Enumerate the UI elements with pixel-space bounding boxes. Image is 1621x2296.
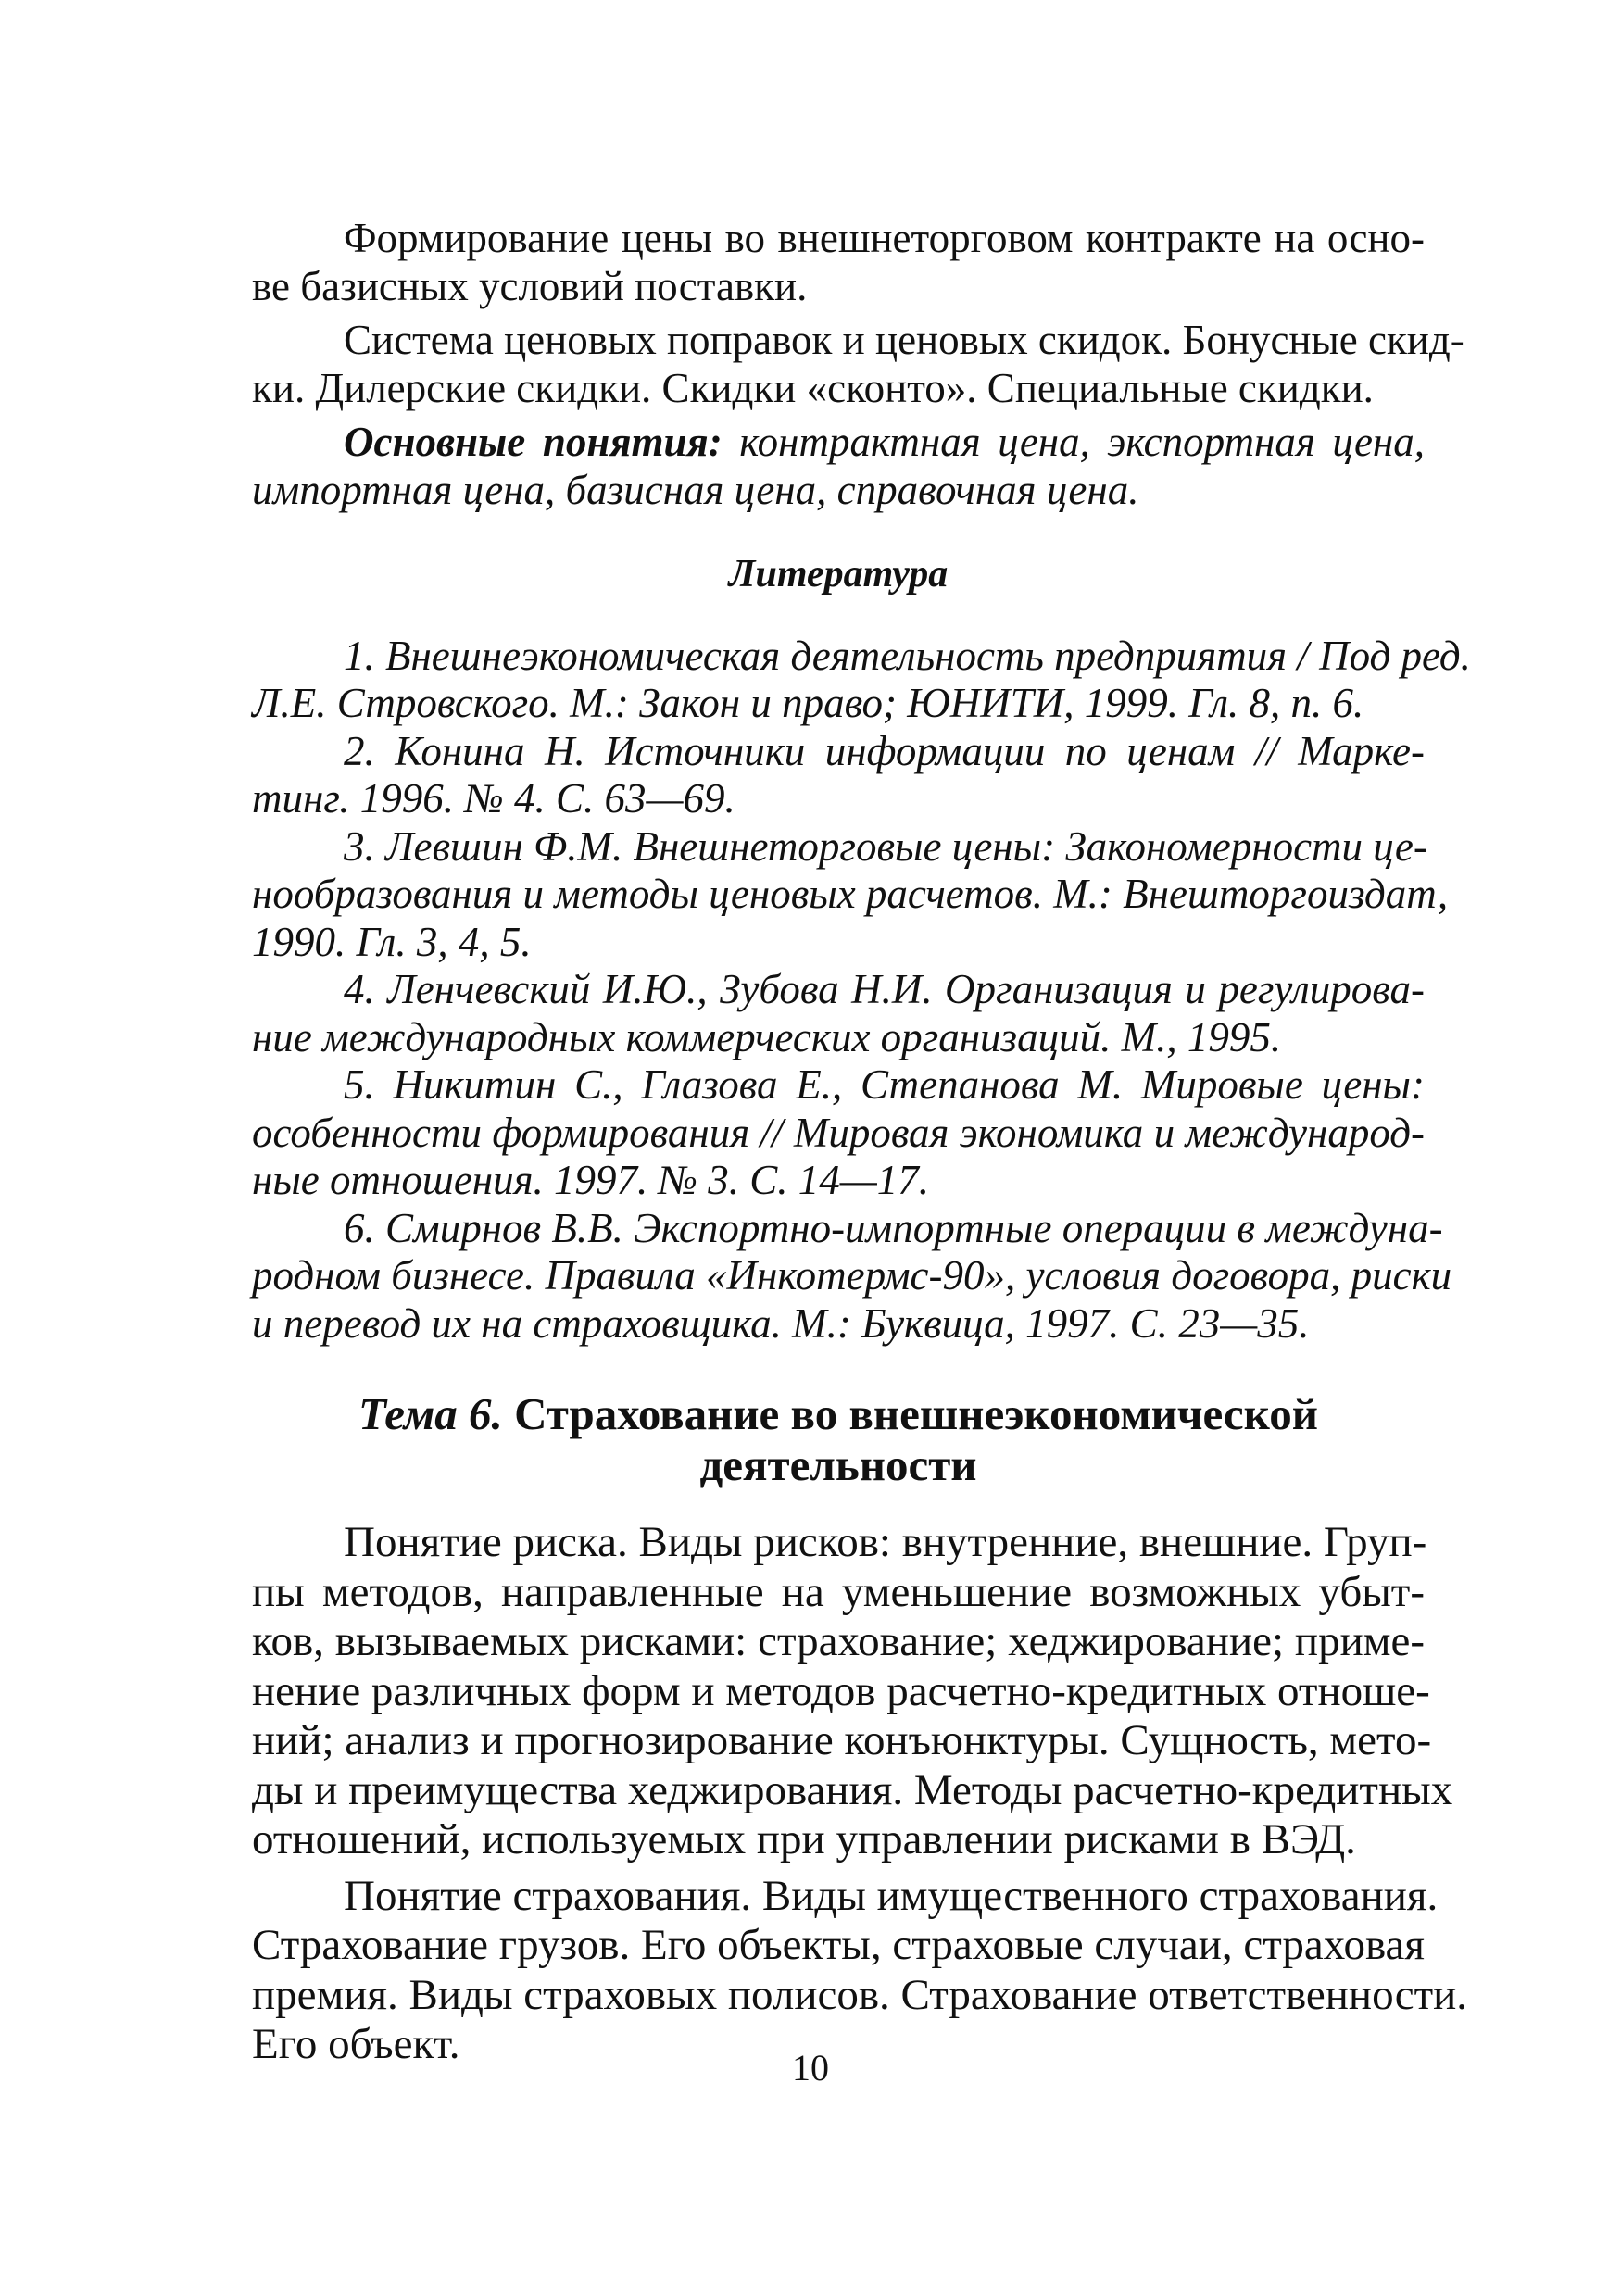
concepts-label: Основные понятия:: [344, 419, 723, 465]
intro-p2-line2: ки. Дилерские скидки. Скидки «сконто». Специальные скидки.: [252, 364, 1374, 411]
literature-item: [252, 632, 1471, 728]
literature-item: [252, 1204, 1452, 1349]
topic-label: Тема 6.: [358, 1388, 503, 1439]
topic-paragraph-2: [252, 1871, 1468, 2070]
literature-item-line: особенности формирования // Мировая экономика и международ-: [252, 1109, 1425, 1156]
paragraph-line: Страхование грузов. Его объекты, страховые случаи, страховая: [252, 1921, 1425, 1969]
topic-paragraph-1: [252, 1518, 1453, 1865]
literature-item-line: 3. Левшин Ф.М. Внешнеторговые цены: Закономерности це-: [344, 822, 1427, 870]
literature-item-line: 1990. Гл. 3, 4, 5.: [252, 918, 532, 965]
intro-p2-line1: Система ценовых поправок и ценовых скидок. Бонусные скид-: [344, 317, 1464, 363]
concepts-line1: [252, 419, 1425, 467]
literature-list: [252, 632, 1471, 1349]
literature-heading: Литература: [728, 553, 949, 596]
literature-item-line: родном бизнесе. Правила «Инкотермс-90», условия договора, риски: [252, 1252, 1452, 1299]
topic-heading: [252, 1388, 1425, 1490]
literature-item-line: нообразования и методы ценовых расчетов. М.: Внешторгоиздат,: [252, 871, 1449, 917]
concepts-text1: контрактная цена, экспортная цена,: [739, 419, 1425, 465]
topic-title-line1: [252, 1388, 1425, 1439]
literature-item: [252, 822, 1449, 967]
literature-item-line: и перевод их на страховщика. М.: Буквица, 1997. С. 23—35.: [252, 1299, 1310, 1347]
topic-title-line2: деятельности: [699, 1439, 977, 1490]
paragraph-line: ний; анализ и прогнозирование конъюнктуры. Сущность, мето-: [252, 1716, 1432, 1764]
literature-item-line: тинг. 1996. № 4. С. 63—69.: [252, 775, 735, 822]
literature-item-line: 5. Никитин С., Глазова Е., Степанова М. Мировые цены:: [344, 1061, 1425, 1108]
literature-item: [252, 1061, 1425, 1205]
intro-p1-line2: ве базисных условий поставки.: [252, 262, 808, 309]
paragraph-line: премия. Виды страховых полисов. Страхование ответственности.: [252, 1970, 1468, 2019]
paragraph-line: Понятие страхования. Виды имущественного страхования.: [344, 1871, 1439, 1920]
paragraph-line: ков, вызываемых рисками: страхование; хеджирование; приме-: [252, 1617, 1425, 1665]
intro-p1-line1: Формирование цены во внешнеторговом контракте на осно-: [344, 215, 1425, 261]
paragraph-line: пы методов, направленные на уменьшение возможных убыт-: [252, 1567, 1425, 1616]
literature-item-line: 6. Смирнов В.В. Экспортно-импортные операции в междуна-: [344, 1204, 1443, 1251]
literature-item: [252, 966, 1425, 1061]
paragraph-line: Его объект.: [252, 2020, 460, 2068]
literature-item-line: 4. Ленчевский И.Ю., Зубова Н.И. Организация и регулирова-: [344, 966, 1425, 1012]
intro-section: [252, 215, 1471, 2070]
page-number: 10: [792, 2047, 829, 2089]
literature-item-line: 1. Внешнеэкономическая деятельность предприятия / Под ред.: [344, 632, 1471, 679]
literature-item-line: ние международных коммерческих организаций. М., 1995.: [252, 1013, 1282, 1060]
topic-title-text: Страхование во внешнеэкономической: [514, 1388, 1318, 1439]
literature-item: [252, 728, 1425, 823]
literature-item-line: 2. Конина Н. Источники информации по ценам // Марке-: [344, 727, 1425, 774]
paragraph-line: нение различных форм и методов расчетно-кредитных отноше-: [252, 1666, 1430, 1715]
concepts-line2: импортная цена, базисная цена, справочная цена.: [252, 466, 1139, 513]
literature-item-line: Л.Е. Стровского. М.: Закон и право; ЮНИТИ, 1999. Гл. 8, п. 6.: [252, 680, 1364, 726]
paragraph-line: отношений, используемых при управлении рисками в ВЭД.: [252, 1815, 1356, 1863]
paragraph-line: Понятие риска. Виды рисков: внутренние, внешние. Груп-: [344, 1518, 1427, 1566]
paragraph-line: ды и преимущества хеджирования. Методы расчетно-кредитных: [252, 1765, 1453, 1814]
literature-item-line: ные отношения. 1997. № 3. С. 14—17.: [252, 1157, 929, 1203]
topic-body: [252, 1518, 1468, 2070]
